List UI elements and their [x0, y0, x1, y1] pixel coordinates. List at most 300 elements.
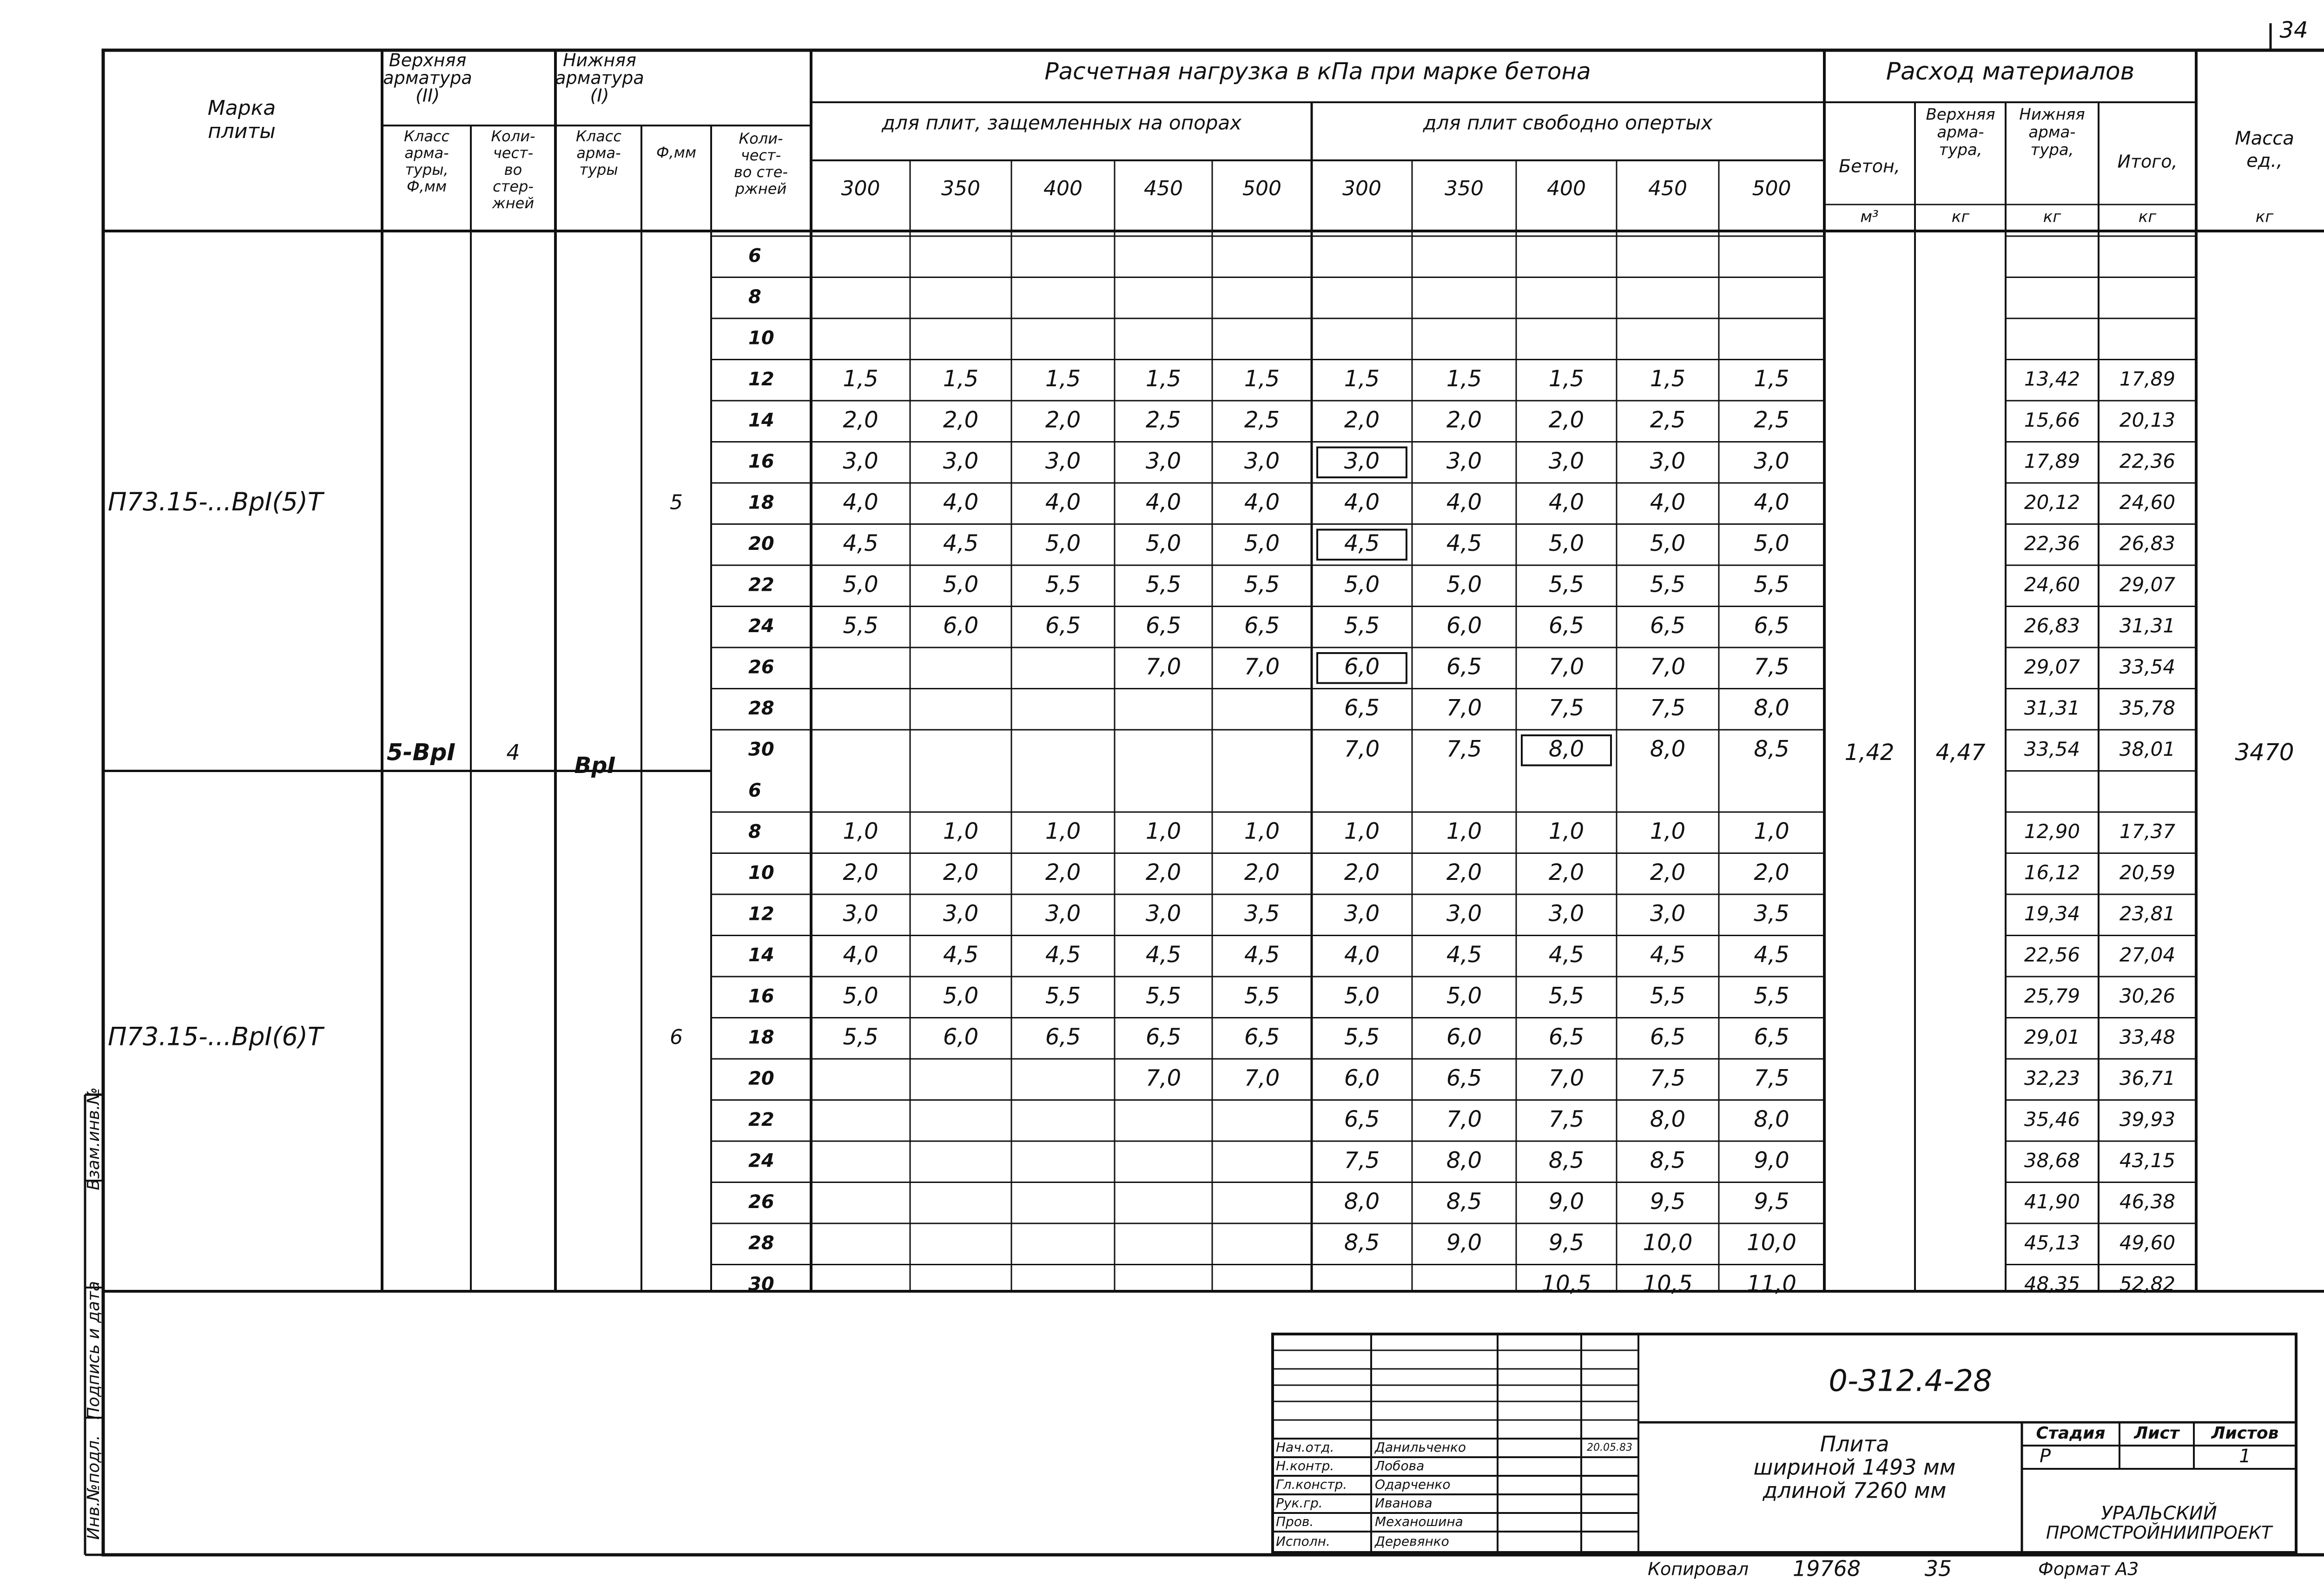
unit-mass: 3470: [2235, 739, 2294, 766]
load-value: 3,0: [1244, 448, 1280, 474]
signer-name: Деревянко: [1375, 1533, 1449, 1549]
load-value: 6,5: [1344, 1106, 1380, 1132]
signer-name: Лобова: [1375, 1458, 1425, 1473]
load-value: 1,5: [1650, 365, 1686, 392]
grade-header: 450: [1648, 177, 1687, 200]
load-value: 4,5: [1650, 941, 1686, 968]
bar-count: 28: [748, 697, 774, 719]
load-value: 1,5: [943, 365, 979, 392]
load-value: 3,0: [1446, 448, 1482, 474]
upper-count: 4: [506, 740, 520, 765]
lower-mat-header: арма-: [2028, 123, 2076, 142]
total-mass: 43,15: [2119, 1149, 2176, 1172]
load-value: 2,0: [943, 407, 979, 433]
bar-count: 16: [748, 450, 774, 472]
drawing-title: шириной 1493 мм: [1753, 1454, 1956, 1480]
load-value: 5,5: [1548, 983, 1585, 1009]
total-mass: 52,82: [2119, 1272, 2176, 1295]
load-value: 3,0: [1650, 900, 1686, 927]
load-value: 4,0: [843, 489, 878, 515]
signer-name: Данильченко: [1375, 1440, 1466, 1455]
load-value: 10,5: [1643, 1270, 1693, 1297]
total-mass: 23,81: [2119, 902, 2176, 925]
load-value: 1,5: [1045, 365, 1081, 392]
stamp-replace-label: Взам.инв.№: [84, 1087, 103, 1190]
grade-header: 500: [1242, 177, 1281, 200]
load-value: 7,0: [1145, 654, 1182, 680]
load-value: 4,5: [1045, 941, 1081, 968]
signer-name: Иванова: [1375, 1495, 1433, 1511]
load-value: 2,0: [1145, 859, 1182, 885]
load-value: 4,5: [1548, 941, 1585, 968]
free-header: для плит свободно опертых: [1423, 111, 1713, 134]
load-value: 4,0: [1344, 489, 1380, 515]
upper-reinf-header: Верхняя: [389, 50, 467, 71]
load-value: 8,5: [1548, 1147, 1585, 1174]
total-mass: 36,71: [2119, 1066, 2176, 1090]
load-value: 5,0: [1145, 530, 1182, 556]
count-lower-header: Коли-: [739, 130, 783, 147]
lower-mass: 31,31: [2024, 696, 2080, 720]
load-value: 5,5: [1548, 571, 1585, 598]
load-value: 4,0: [1145, 489, 1182, 515]
total-mass: 38,01: [2119, 737, 2176, 760]
bar-count: 10: [748, 862, 774, 884]
total-mass: 20,59: [2119, 861, 2176, 884]
bar-count: 30: [748, 739, 774, 760]
load-value: 5,5: [1650, 983, 1686, 1009]
bar-count: 8: [748, 286, 761, 308]
load-value: 4,0: [1650, 489, 1686, 515]
load-value: 8,0: [1548, 736, 1585, 762]
load-value: 4,5: [1446, 530, 1482, 556]
load-value: 7,5: [1650, 1065, 1686, 1091]
lower-mat-header: тура,: [2030, 140, 2074, 159]
load-value: 7,0: [1650, 654, 1686, 680]
load-value: 3,0: [1446, 900, 1482, 927]
load-value: 8,5: [1344, 1229, 1380, 1256]
load-value: 5,5: [1244, 571, 1280, 598]
load-value: 8,5: [1650, 1147, 1686, 1174]
lower-mass: 29,01: [2024, 1025, 2080, 1049]
load-value: 5,0: [1446, 983, 1482, 1009]
copy-number: 19768: [1792, 1556, 1861, 1581]
load-value: 7,5: [1754, 654, 1789, 680]
class-lower-header: туры: [579, 161, 618, 178]
count-lower-header: чест-: [740, 146, 781, 164]
load-value: 8,5: [1754, 736, 1789, 762]
load-value: 2,0: [943, 859, 979, 885]
lower-reinf-header: арматура: [555, 67, 644, 88]
materials-title: Расход материалов: [1886, 58, 2135, 86]
lower-mass: 45,13: [2024, 1231, 2080, 1254]
lower-mass: 26,83: [2024, 614, 2080, 637]
class-lower-header: арма-: [576, 144, 621, 162]
load-value: 7,5: [1548, 694, 1585, 721]
load-value: 3,0: [1344, 900, 1380, 927]
load-value: 2,0: [1754, 859, 1789, 885]
load-value: 3,0: [843, 448, 878, 474]
load-value: 5,5: [1650, 571, 1686, 598]
count-upper-header: Коли-: [491, 127, 535, 145]
load-value: 4,5: [1244, 941, 1280, 968]
load-value: 6,5: [1548, 1024, 1585, 1050]
grade-header: 300: [1342, 177, 1381, 200]
bar-count: 22: [748, 1109, 774, 1130]
grade-header: 400: [1043, 177, 1083, 200]
load-value: 9,5: [1650, 1188, 1686, 1215]
bar-count: 24: [748, 615, 774, 637]
lower-mass: 19,34: [2024, 902, 2080, 925]
load-value: 7,5: [1754, 1065, 1789, 1091]
lower-class: ВрI: [574, 753, 616, 779]
load-value: 10,5: [1541, 1270, 1591, 1297]
load-value: 1,0: [1244, 818, 1280, 845]
load-value: 3,0: [943, 900, 979, 927]
count-upper-header: стер-: [493, 178, 534, 195]
load-value: 6,0: [943, 1024, 979, 1050]
load-title: Расчетная нагрузка в кПа при марке бетона: [1044, 58, 1591, 85]
count-lower-header: ржней: [735, 180, 787, 198]
bar-count: 6: [748, 779, 761, 801]
load-value: 8,0: [1650, 1106, 1686, 1132]
load-value: 7,5: [1446, 736, 1482, 762]
signer-role: Исполн.: [1276, 1533, 1330, 1549]
load-value: 5,5: [1045, 983, 1081, 1009]
load-value: 4,0: [1446, 489, 1482, 515]
load-value: 4,0: [1754, 489, 1789, 515]
bar-count: 20: [748, 533, 774, 555]
plate-mark: П73.15-...ВрI(5)Т: [108, 487, 323, 516]
load-value: 2,0: [1650, 859, 1686, 885]
mark-header: Марка: [207, 96, 276, 120]
diam-header: Ф,мм: [656, 144, 696, 161]
total-mass: 24,60: [2119, 490, 2176, 514]
load-value: 4,0: [1045, 489, 1081, 515]
upper-mat-unit: кг: [1951, 207, 1970, 226]
lower-mass: 32,23: [2024, 1066, 2080, 1090]
plate-mark: П73.15-...ВрI(6)Т: [108, 1022, 323, 1051]
load-value: 4,0: [1344, 941, 1380, 968]
bar-count: 14: [748, 410, 774, 431]
copied-label: Копировал: [1648, 1559, 1749, 1579]
lower-mass: 41,90: [2024, 1190, 2080, 1213]
load-value: 7,0: [1548, 1065, 1585, 1091]
load-value: 2,5: [1754, 407, 1789, 433]
load-value: 1,5: [1446, 365, 1482, 392]
stamp-signature-label: Подпись и дата: [84, 1281, 103, 1420]
load-value: 2,0: [843, 407, 878, 433]
upper-mat-header: арма-: [1937, 123, 1984, 142]
load-value: 4,5: [943, 530, 979, 556]
total-mass: 33,48: [2119, 1025, 2176, 1049]
stamp-inventory-label: Инв.№подл.: [84, 1435, 103, 1540]
load-value: 2,5: [1244, 407, 1280, 433]
load-value: 9,5: [1548, 1229, 1585, 1256]
sheets-value: 1: [2239, 1446, 2251, 1467]
total-mass: 22,36: [2119, 449, 2176, 473]
lower-mass: 20,12: [2024, 490, 2080, 514]
load-value: 5,0: [1244, 530, 1280, 556]
lower-mat-header: Нижняя: [2019, 105, 2085, 124]
count-upper-header: во: [504, 161, 522, 178]
bar-count: 12: [748, 368, 774, 390]
bar-count: 26: [748, 1191, 774, 1213]
load-value: 1,5: [1344, 365, 1380, 392]
load-value: 7,0: [1446, 1106, 1482, 1132]
upper-class: 5-ВрI: [386, 739, 456, 766]
total-mass: 17,37: [2119, 819, 2176, 843]
bar-count: 10: [748, 327, 774, 349]
total-unit: кг: [2138, 207, 2157, 226]
lower-mass: 22,36: [2024, 532, 2080, 555]
load-value: 1,0: [943, 818, 979, 845]
load-value: 3,0: [943, 448, 979, 474]
lower-mass: 15,66: [2024, 408, 2080, 431]
load-value: 5,5: [1244, 983, 1280, 1009]
load-value: 5,5: [1754, 571, 1789, 598]
load-value: 1,0: [843, 818, 878, 845]
load-value: 7,0: [1244, 1065, 1280, 1091]
bar-count: 28: [748, 1232, 774, 1254]
load-value: 5,0: [1548, 530, 1585, 556]
load-value: 5,5: [1145, 571, 1182, 598]
bar-count: 18: [748, 492, 774, 514]
bar-count: 16: [748, 985, 774, 1007]
load-value: 5,5: [1045, 571, 1081, 598]
lower-mass: 12,90: [2024, 819, 2080, 843]
load-value: 4,5: [1754, 941, 1789, 968]
load-value: 9,0: [1446, 1229, 1482, 1256]
lower-mass: 24,60: [2024, 573, 2080, 596]
load-value: 3,0: [1145, 448, 1182, 474]
load-value: 6,5: [1754, 612, 1789, 639]
load-value: 2,0: [1045, 407, 1081, 433]
load-value: 8,0: [1446, 1147, 1482, 1174]
load-value: 6,5: [1244, 612, 1280, 639]
load-value: 7,0: [1244, 654, 1280, 680]
load-value: 6,5: [1446, 1065, 1482, 1091]
signer-role: Пров.: [1276, 1514, 1314, 1529]
load-value: 3,5: [1754, 900, 1789, 927]
load-value: 5,0: [1650, 530, 1686, 556]
load-value: 5,0: [1344, 983, 1380, 1009]
upper-reinf-header: арматура: [383, 67, 472, 88]
load-value: 2,0: [1446, 407, 1482, 433]
load-value: 10,0: [1643, 1229, 1693, 1256]
lower-mass: 13,42: [2024, 367, 2080, 390]
load-value: 9,5: [1754, 1188, 1789, 1215]
load-value: 5,0: [943, 983, 979, 1009]
fixed-header: для плит, защемленных на опорах: [881, 111, 1242, 134]
format-label: Формат А3: [2038, 1559, 2139, 1579]
stage-label: Стадия: [2036, 1424, 2106, 1443]
grade-header: 350: [1445, 177, 1484, 200]
signer-role: Гл.констр.: [1276, 1477, 1347, 1492]
total-mass: 49,60: [2119, 1231, 2176, 1254]
total-mass: 31,31: [2119, 614, 2176, 637]
bar-count: 26: [748, 656, 774, 678]
total-mass: 29,07: [2119, 573, 2176, 596]
lower-reinf-header: Нижняя: [562, 50, 637, 71]
load-value: 1,0: [1650, 818, 1686, 845]
load-value: 6,0: [943, 612, 979, 639]
load-value: 5,5: [843, 1024, 878, 1050]
load-value: 8,5: [1446, 1188, 1482, 1215]
load-value: 4,5: [1145, 941, 1182, 968]
load-value: 1,0: [1754, 818, 1789, 845]
load-value: 2,0: [1344, 407, 1380, 433]
grade-header: 450: [1144, 177, 1183, 200]
load-value: 3,0: [1754, 448, 1789, 474]
load-value: 2,5: [1650, 407, 1686, 433]
load-value: 6,0: [1344, 1065, 1380, 1091]
load-value: 5,0: [1754, 530, 1789, 556]
load-value: 6,5: [1548, 612, 1585, 639]
load-value: 5,0: [1344, 571, 1380, 598]
total-mass: 17,89: [2119, 367, 2176, 390]
load-value: 10,0: [1747, 1229, 1796, 1256]
upper-mass: 4,47: [1935, 740, 1986, 766]
load-value: 7,0: [1548, 654, 1585, 680]
sheet-label: Лист: [2134, 1424, 2179, 1443]
load-value: 5,5: [1145, 983, 1182, 1009]
class-upper-header: Ф,мм: [407, 178, 447, 195]
bar-count: 8: [748, 821, 761, 843]
load-value: 5,0: [943, 571, 979, 598]
class-upper-header: туры,: [405, 161, 449, 178]
load-value: 8,0: [1650, 736, 1686, 762]
load-value: 1,0: [1548, 818, 1585, 845]
load-value: 7,0: [1446, 694, 1482, 721]
drawing-title: Плита: [1820, 1431, 1889, 1457]
mark-header: плиты: [208, 119, 276, 143]
load-value: 6,5: [1244, 1024, 1280, 1050]
load-value: 6,5: [1145, 1024, 1182, 1050]
load-value: 5,5: [843, 612, 878, 639]
load-value: 6,5: [1650, 1024, 1686, 1050]
load-value: 3,5: [1244, 900, 1280, 927]
load-value: 6,0: [1446, 1024, 1482, 1050]
load-value: 6,5: [1754, 1024, 1789, 1050]
bar-count: 6: [748, 245, 761, 267]
class-upper-header: арма-: [404, 144, 449, 162]
load-value: 6,5: [1045, 612, 1081, 639]
total-mass: 20,13: [2119, 408, 2176, 431]
bar-count: 24: [748, 1150, 774, 1172]
load-value: 2,0: [843, 859, 878, 885]
total-mass: 46,38: [2119, 1190, 2176, 1213]
upper-mat-header: Верхняя: [1926, 105, 1995, 124]
concrete-unit: м³: [1860, 207, 1879, 226]
load-value: 5,0: [843, 983, 878, 1009]
lower-reinf-header: (I): [590, 85, 609, 106]
mass-header: ед.,: [2246, 150, 2283, 172]
stage-value: Р: [2039, 1446, 2051, 1467]
total-mass: 26,83: [2119, 532, 2176, 555]
load-value: 5,0: [1446, 571, 1482, 598]
load-value: 1,5: [1244, 365, 1280, 392]
bar-count: 30: [748, 1273, 774, 1295]
load-value: 6,5: [1344, 694, 1380, 721]
class-upper-header: Класс: [404, 127, 449, 145]
load-value: 1,5: [1548, 365, 1585, 392]
total-mass: 30,26: [2119, 984, 2176, 1007]
load-value: 4,0: [943, 489, 979, 515]
drawing-title: длиной 7260 мм: [1763, 1478, 1947, 1503]
load-value: 3,0: [1650, 448, 1686, 474]
count-lower-header: во сте-: [733, 163, 788, 181]
lower-mass: 22,56: [2024, 943, 2080, 966]
load-value: 1,0: [1446, 818, 1482, 845]
load-value: 9,0: [1754, 1147, 1789, 1174]
concrete-volume: 1,42: [1844, 740, 1895, 766]
load-value: 3,0: [1045, 900, 1081, 927]
lower-mass: 16,12: [2024, 861, 2080, 884]
total-mass: 39,93: [2119, 1108, 2176, 1131]
load-value: 3,0: [843, 900, 878, 927]
load-value: 6,0: [1344, 654, 1380, 680]
lower-mass: 38,68: [2024, 1149, 2080, 1172]
load-value: 7,0: [1344, 736, 1380, 762]
load-value: 1,5: [1145, 365, 1182, 392]
signer-role: Н.контр.: [1276, 1458, 1334, 1473]
sign-date: 20.05.83: [1587, 1442, 1632, 1453]
load-value: 6,5: [1045, 1024, 1081, 1050]
load-value: 5,0: [1045, 530, 1081, 556]
mass-header: Масса: [2235, 128, 2294, 149]
count-upper-header: жней: [492, 194, 535, 212]
load-value: 6,5: [1650, 612, 1686, 639]
load-value: 8,0: [1754, 1106, 1789, 1132]
load-value: 6,5: [1145, 612, 1182, 639]
load-value: 5,5: [1754, 983, 1789, 1009]
bar-count: 18: [748, 1026, 774, 1048]
signer-name: Механошина: [1375, 1514, 1463, 1529]
diameter: 6: [670, 1025, 683, 1049]
load-value: 5,0: [843, 571, 878, 598]
grade-header: 300: [841, 177, 880, 200]
lower-mass: 25,79: [2024, 984, 2080, 1007]
load-value: 4,5: [943, 941, 979, 968]
lower-mass: 48,35: [2024, 1272, 2080, 1295]
load-value: 3,0: [1145, 900, 1182, 927]
load-value: 8,0: [1344, 1188, 1380, 1215]
load-value: 2,0: [1446, 859, 1482, 885]
mass-unit: кг: [2255, 207, 2274, 226]
load-value: 3,0: [1548, 900, 1585, 927]
class-lower-header: Класс: [576, 127, 621, 145]
total-mass: 33,54: [2119, 655, 2176, 678]
lower-mat-unit: кг: [2043, 207, 2061, 226]
signer-role: Рук.гр.: [1276, 1495, 1323, 1511]
lower-mass: 35,46: [2024, 1108, 2080, 1131]
bar-count: 12: [748, 903, 774, 925]
sheets-label: Листов: [2211, 1424, 2279, 1443]
concrete-header: Бетон,: [1839, 156, 1900, 177]
org-name: ПРОМСТРОЙНИИПРОЕКТ: [2046, 1522, 2272, 1543]
page-frame: [103, 50, 2324, 1555]
load-value: 1,5: [1754, 365, 1789, 392]
load-value: 4,5: [843, 530, 878, 556]
bar-count: 20: [748, 1068, 774, 1090]
load-value: 3,0: [1548, 448, 1585, 474]
load-value: 2,0: [1244, 859, 1280, 885]
lower-mass: 33,54: [2024, 737, 2080, 760]
load-value: 2,0: [1548, 407, 1585, 433]
page-number: 35: [1924, 1556, 1952, 1581]
count-upper-header: чест-: [493, 144, 534, 162]
